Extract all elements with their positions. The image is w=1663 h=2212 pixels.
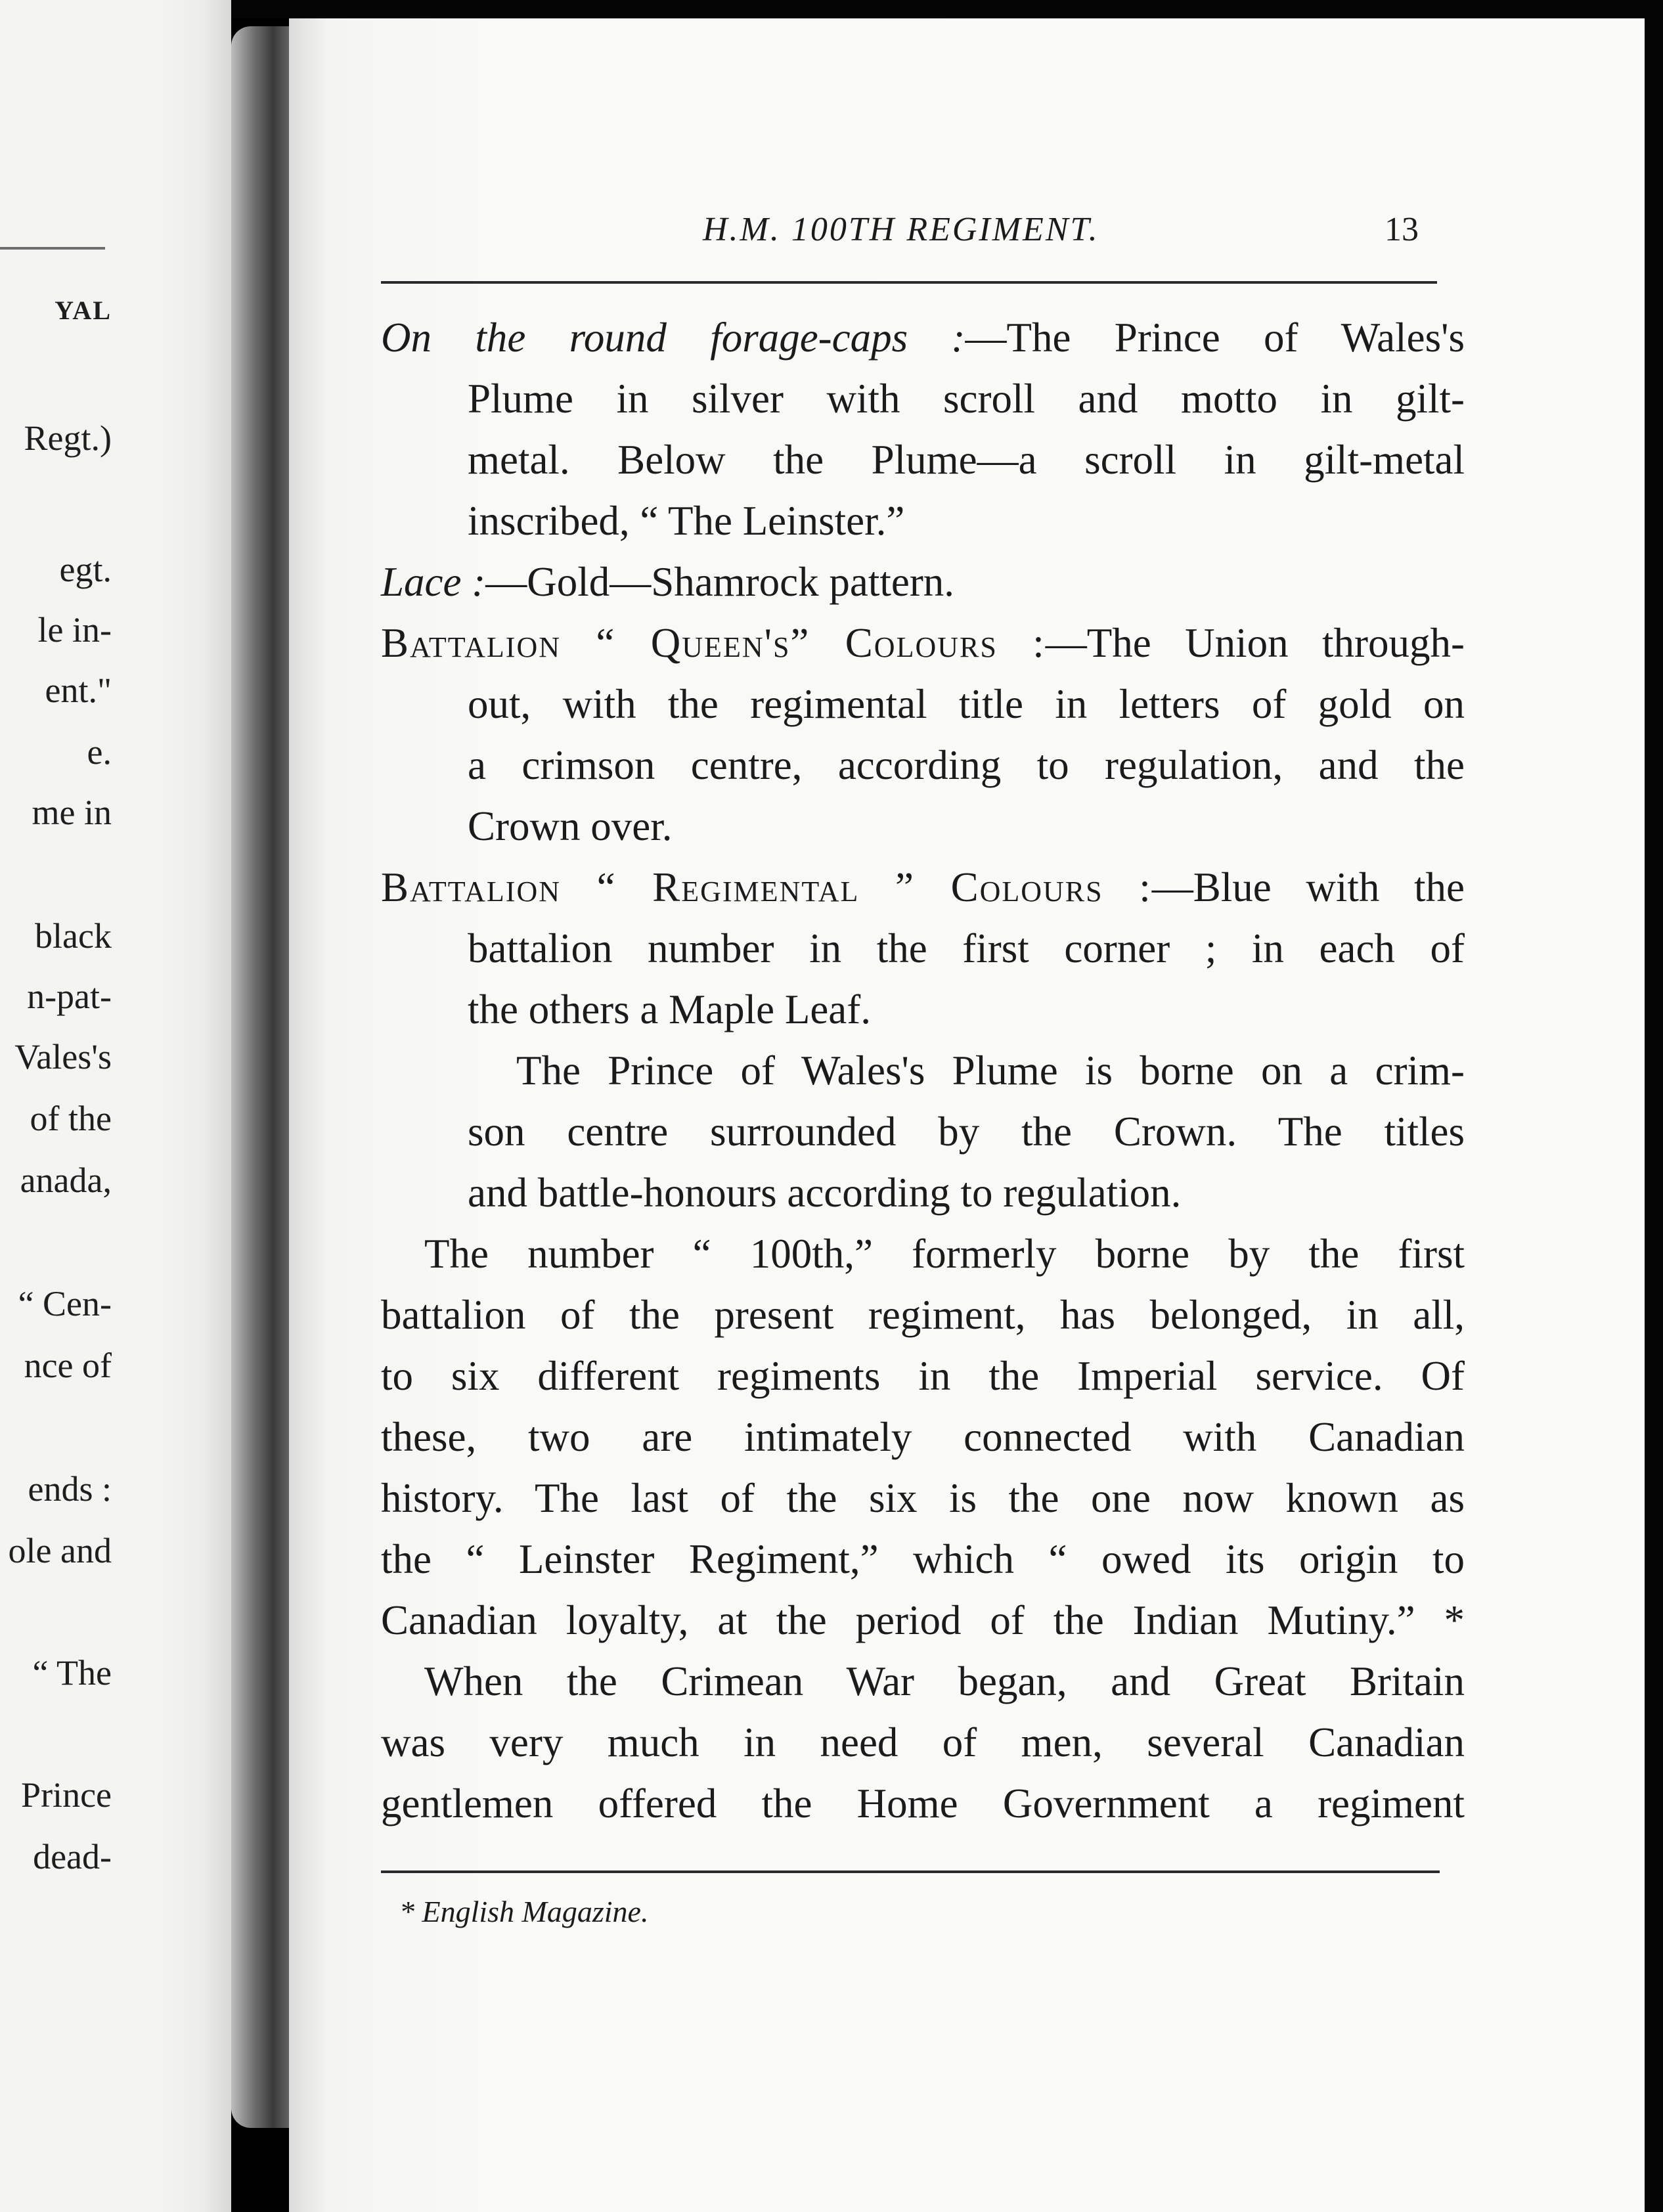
scan-border-top (0, 0, 1663, 18)
scan-border-right (1645, 0, 1663, 2212)
regimental-colours-line: the others a Maple Leaf. (468, 986, 871, 1032)
facing-page-line: anada, (20, 1161, 112, 1200)
page-number: 13 (1385, 211, 1419, 248)
facing-page-line: nce of (24, 1346, 112, 1385)
lace-text: —Gold—Shamrock pattern. (485, 559, 955, 605)
number-paragraph-line: The number “ 100th,” formerly borne by the first (424, 1231, 1465, 1277)
crimean-paragraph-line: gentlemen offered the Home Government a regiment (381, 1781, 1465, 1826)
lace-label: Lace : (381, 559, 486, 605)
facing-page-line: e. (87, 732, 112, 772)
forage-caps-line (381, 307, 1465, 368)
facing-page-line: YAL (55, 296, 112, 325)
facing-page-line: n-pat- (27, 977, 112, 1016)
facing-page-line: me in (32, 793, 112, 832)
forage-caps-line: Plume in silver with scroll and motto in gilt- (468, 376, 1465, 422)
forage-caps-label: On the round forage-caps : (381, 315, 965, 361)
forage-caps-text: —The Prince of Wales's (965, 315, 1465, 361)
queens-colours-line: Crown over. (468, 803, 673, 849)
facing-page-line: le in- (37, 610, 112, 650)
number-paragraph-line: history. The last of the six is the one now known as (381, 1475, 1465, 1521)
footnote-rule (381, 1870, 1440, 1873)
queens-colours-line: out, with the regimental title in letters of gold on (468, 681, 1465, 727)
facing-page-line: ent." (45, 671, 112, 710)
facing-page-line: “ The (32, 1653, 112, 1692)
plume-line: son centre surrounded by the Crown. The titles (468, 1109, 1465, 1155)
facing-page-line: egt. (59, 550, 112, 589)
header-rule (381, 281, 1437, 284)
facing-page-rule (0, 247, 105, 250)
crimean-paragraph-line: When the Crimean War began, and Great Britain (424, 1658, 1465, 1704)
number-paragraph-line: battalion of the present regiment, has belonged, in all, (381, 1292, 1465, 1338)
regimental-colours-line: battalion number in the first corner ; in each of (468, 925, 1465, 971)
queens-colours-line (381, 613, 1465, 674)
regimental-colours-label: Battalion “ Regimental ” Colours : (381, 864, 1152, 910)
facing-page-line: Vales's (14, 1037, 112, 1076)
plume-line: The Prince of Wales's Plume is borne on a crim- (516, 1048, 1465, 1094)
facing-page-left (0, 0, 231, 2212)
facing-page-line: ole and (8, 1531, 112, 1570)
facing-page-line: Regt.) (24, 418, 112, 458)
lace-line (381, 552, 1465, 613)
queens-colours-text: —The Union through- (1045, 620, 1465, 666)
facing-page-line: ends : (28, 1469, 112, 1509)
page-body (381, 307, 1465, 1834)
regimental-colours-line (381, 857, 1465, 918)
crimean-paragraph-line: was very much in need of men, several Canadian (381, 1719, 1465, 1765)
queens-colours-line: a crimson centre, according to regulation, and the (468, 742, 1465, 788)
queens-colours-label: Battalion “ Queen's” Colours : (381, 620, 1046, 666)
running-head: H.M. 100TH REGIMENT. (703, 211, 1099, 248)
regimental-colours-text: —Blue with the (1151, 864, 1465, 910)
book-page (289, 18, 1645, 2212)
number-paragraph-line: Canadian loyalty, at the period of the Indian Mutiny.” * (381, 1597, 1465, 1643)
plume-line: and battle-honours according to regulation. (468, 1170, 1182, 1216)
facing-page-line: “ Cen- (18, 1284, 112, 1323)
forage-caps-line: metal. Below the Plume—a scroll in gilt-metal (468, 437, 1465, 483)
number-paragraph-line: these, two are intimately connected with Canadian (381, 1414, 1465, 1460)
number-paragraph-line: to six different regiments in the Imperial service. Of (381, 1353, 1465, 1399)
facing-page-line: of the (30, 1099, 112, 1138)
number-paragraph-line: the “ Leinster Regiment,” which “ owed its origin to (381, 1536, 1465, 1582)
forage-caps-line: inscribed, “ The Leinster.” (468, 498, 905, 544)
facing-page-line: black (35, 916, 112, 956)
facing-page-line: dead- (33, 1837, 112, 1876)
footnote: * English Magazine. (399, 1895, 649, 1928)
facing-page-line: Prince (21, 1775, 112, 1815)
